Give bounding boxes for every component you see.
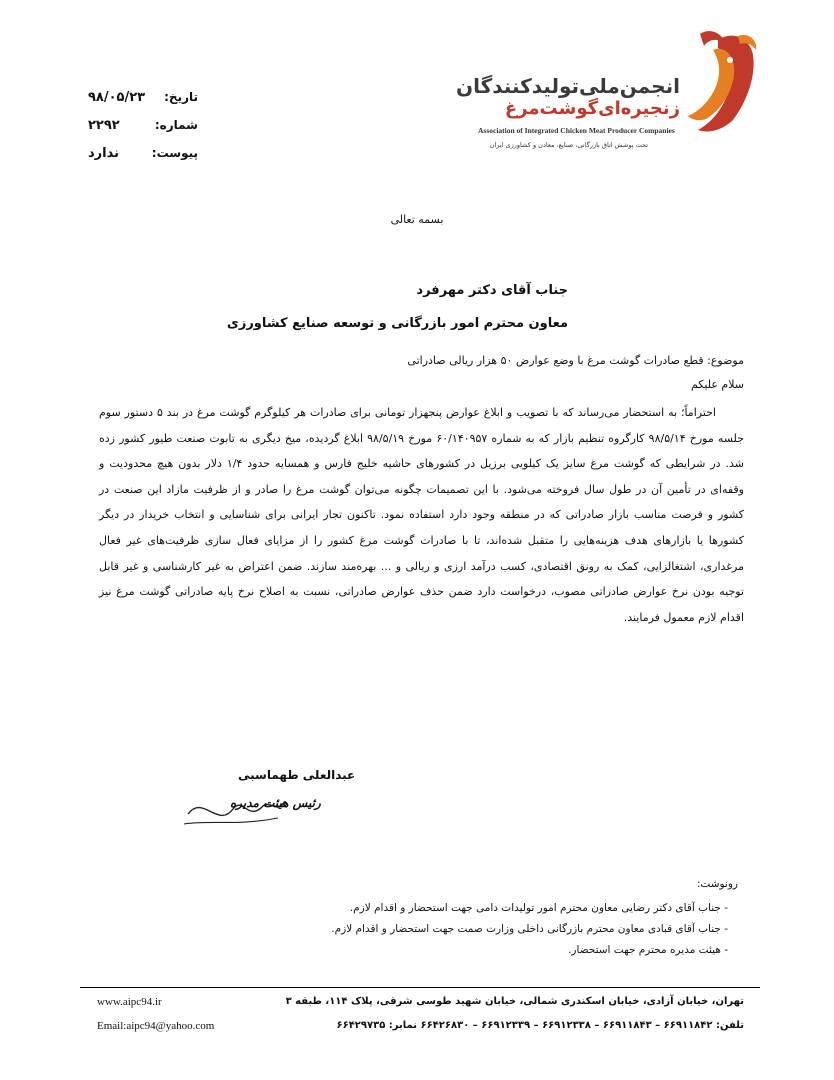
logo-supervision: تحت پوشش اتاق بازرگانی، صنایع، معادن و کشاورزی ایران — [489, 141, 648, 149]
cc-item: - هیئت مدیره محترم جهت استحضار. — [568, 944, 728, 956]
attachment-label: پیوست: — [151, 146, 198, 160]
rooster-logo-icon — [678, 30, 758, 140]
date-value: ۹۸/۰۵/۲۳ — [88, 90, 146, 105]
addressee-title: معاون محترم امور بازرگانی و توسعه صنایع کشاورزی — [226, 316, 568, 331]
body-paragraph: احتراماً؛ به استحضار می‌رساند که با تصویب و ابلاغ عوارض پنجهزار تومانی برای صادرات هر کیلوگرم گوشت مرغ در بند ۵ دستور سوم جلسه مورخ ۹۸/۵/۱۴ کارگروه تنظیم بازار که به شماره ۶۰/۱۴۰۹۵۷ مورخ ۹۸/۵/۱۹ ابلاغ گردیده، میخ دیگری به تابوت صنعت طیور کشور زده شد. در شرایطی که گوشت مرغ سایز یک کیلویی برزیل در کشورهای حاشیه خلیج فارس و همسایه حدود ۱/۴ دلار بدون هیچ محدودیت و وقفه‌ای در تأمین آن در طول سال فروخته می‌شود. با این تصمیمات چگونه می‌توان گوشت مرغ را صادر و از ظرفیت مازاد این صنعت در کشور و فرصت مناسب بازار صادراتی که در منطقه وجود دارد استفاده نمود. تاکنون تجار ایرانی برای شناسایی و انتخاب خریدار در دیگر کشورها یا بازارهای هدف هزینه‌هایی را متقبل شده‌اند، تا با صادرات گوشت مرغ کشور را از مزایای فعال سازی ظرفیت‌های غیر فعال مرغداری، اشتغالزایی، کمک به رونق اقتصادی، کسب درآمد ارزی و ریالی و ... بهره‌مند سازند. ضمن اعتراض به غیر کارشناسی و غیر قابل توجیه بودن نرخ عوارض صادراتی مصوب، درخواست دارد ضمن حذف عوارض صادراتی، نسبت به اصلاح نرخ پایه صادراتی گوشت مرغ نیز اقدام لازم معمول فرمایند. — [99, 406, 745, 624]
footer-address: تهران، خیابان آزادی، خیابان اسکندری شمالی، خیابان شهید طوسی شرقی، پلاک ۱۱۴، طبقه ۳ — [285, 996, 744, 1007]
date-label: تاریخ: — [164, 90, 198, 104]
letter-meta — [88, 90, 198, 174]
cc-label: رونوشت: — [696, 878, 738, 890]
date-row — [88, 90, 198, 118]
signer-name: عبدالعلی طهماسبی — [238, 768, 356, 782]
greeting: سلام علیکم — [690, 378, 744, 391]
association-logo — [456, 30, 758, 158]
attachment-row — [88, 146, 198, 174]
cc-item: - جناب آقای دکتر رضایی معاون محترم امور تولیدات دامی جهت استحضار و اقدام لازم. — [349, 902, 728, 914]
footer-divider — [80, 987, 760, 988]
logo-title-line2: زنجیره‌ای‌گوشت‌مرغ — [504, 98, 680, 119]
number-row — [88, 118, 198, 146]
cc-item: - جناب آقای قبادی معاون محترم بازرگانی داخلی وزارت صمت جهت استحضار و اقدام لازم. — [331, 923, 728, 935]
letter-subject: موضوع: قطع صادرات گوشت مرغ با وضع عوارض ۵۰ هزار ریالی صادراتی — [407, 354, 744, 367]
attachment-value: ندارد — [88, 146, 120, 161]
footer-website-link[interactable]: www.aipc94.ir — [97, 996, 162, 1008]
footer-email-link[interactable]: Email:aipc94@yahoo.com — [97, 1020, 215, 1032]
cc-list — [331, 902, 728, 965]
logo-title-line1: انجمن‌ملی‌تولیدکنندگان — [456, 74, 680, 98]
footer-phones: تلفن: ۶۶۹۱۱۸۴۲ – ۶۶۹۱۱۸۴۳ – ۶۶۹۱۲۳۳۸ – ۶۶۹۱۲۳۳۹ – ۶۶۴۲۶۸۳۰ نمابر: ۶۶۴۲۹۷۳۵ — [336, 1020, 744, 1031]
signer-title: رئیس هیئت مدیره — [230, 796, 321, 810]
number-value: ۲۲۹۲ — [88, 118, 120, 133]
addressee-name: جناب آقای دکتر مهرفرد — [416, 283, 568, 298]
logo-english-name: Association of Integrated Chicken Meat Producer Companies — [478, 126, 675, 135]
bismillah: بسمه تعالی — [390, 213, 444, 226]
letter-body — [99, 400, 744, 630]
number-label: شماره: — [154, 118, 198, 132]
